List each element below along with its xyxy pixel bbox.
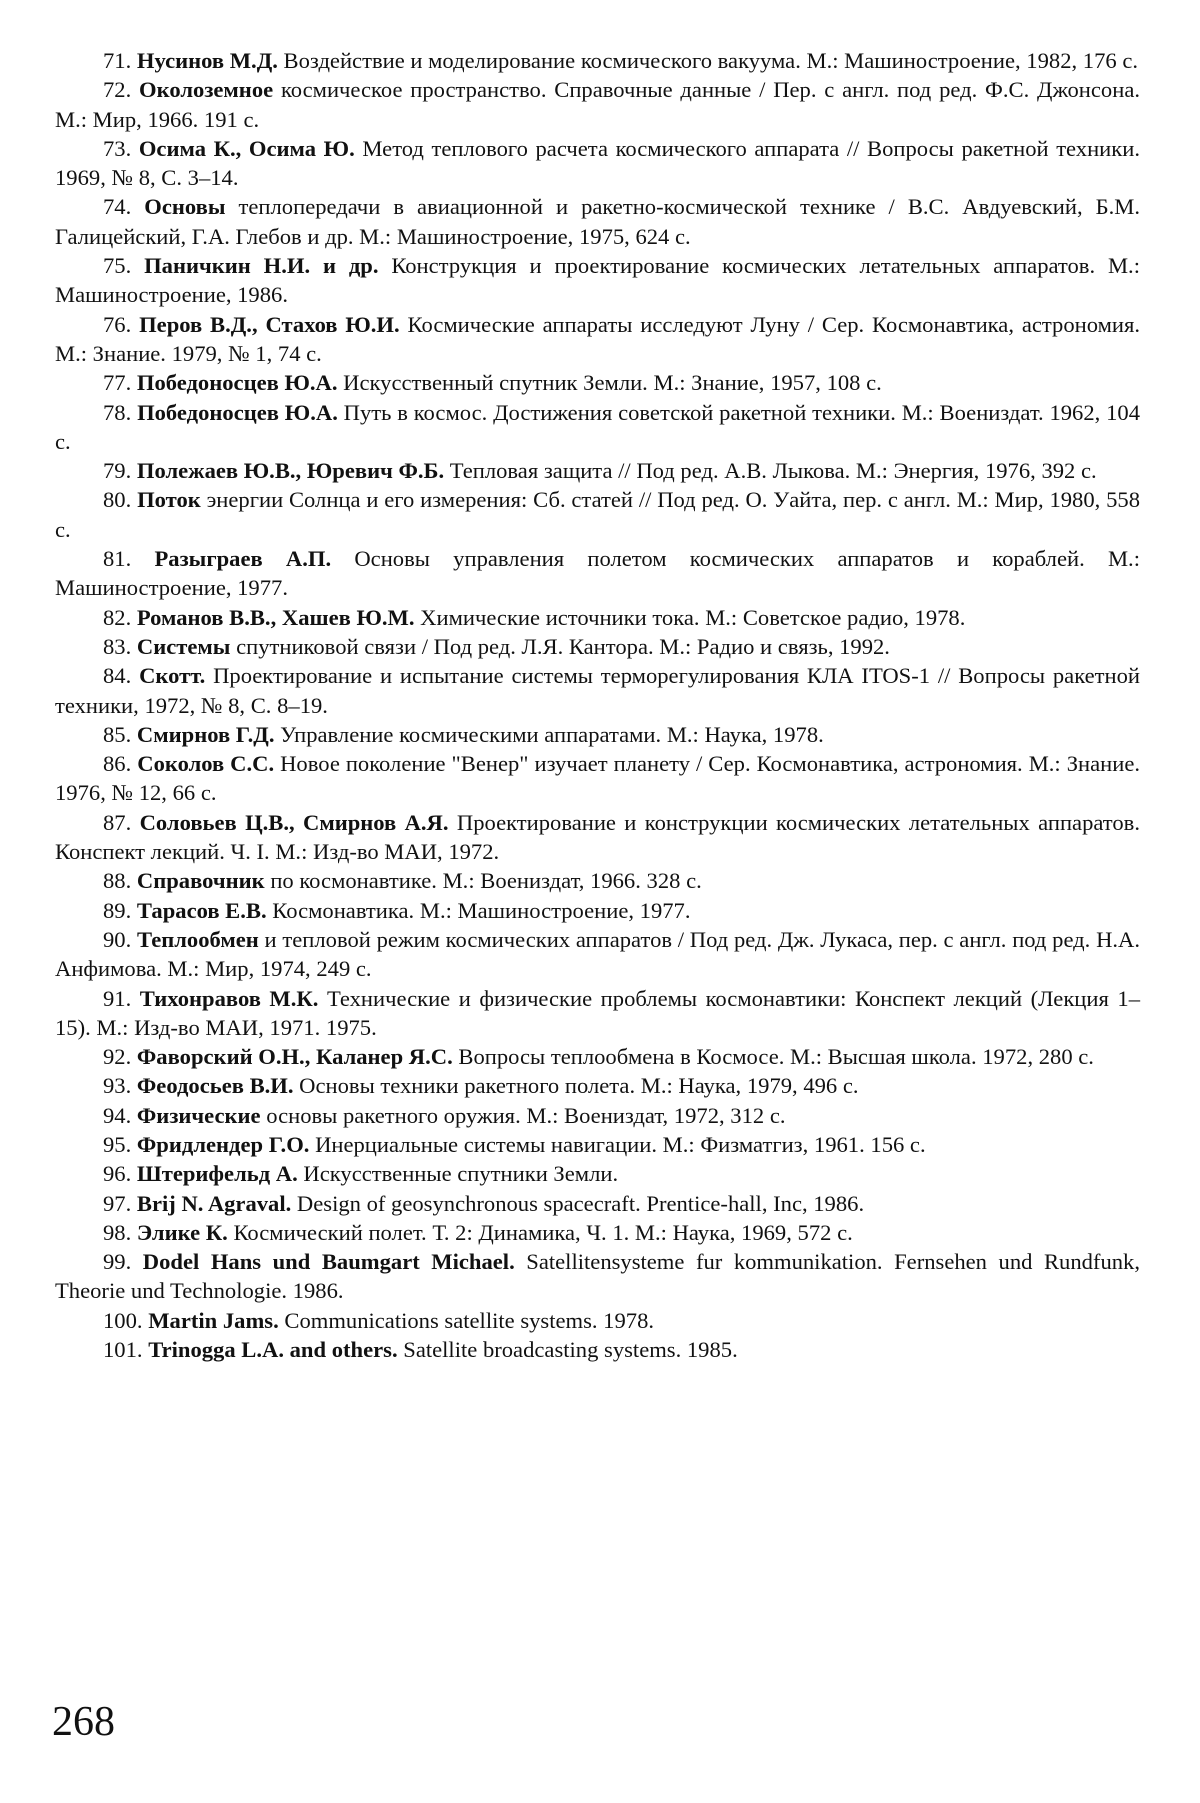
reference-text: Satellite broadcasting systems. 1985. <box>397 1337 738 1363</box>
reference-number: 91. <box>103 985 132 1011</box>
reference-text: Design of geosynchronous spacecraft. Prentice-hall, Inc, 1986. <box>291 1190 865 1216</box>
reference-author: Системы <box>136 633 231 659</box>
reference-item <box>55 749 1140 808</box>
reference-author: Физические <box>136 1102 261 1128</box>
reference-number: 95. <box>103 1131 132 1157</box>
reference-item <box>55 75 1140 134</box>
reference-number: 98. <box>103 1219 132 1245</box>
reference-number: 97. <box>103 1190 132 1216</box>
reference-number: 88. <box>103 868 132 894</box>
reference-text: основы ракетного оружия. М.: Воениздат, 1972, 312 с. <box>260 1102 786 1128</box>
reference-author: Поток <box>137 487 201 513</box>
reference-number: 73. <box>103 135 132 161</box>
reference-author: Перов В.Д., Стахов Ю.И. <box>139 311 400 337</box>
reference-number: 92. <box>103 1044 132 1070</box>
reference-text: Космонавтика. М.: Машиностроение, 1977. <box>266 897 691 923</box>
reference-item <box>55 368 1140 397</box>
reference-text: Инерциальные системы навигации. М.: Физматгиз, 1961. 156 с. <box>309 1131 926 1157</box>
reference-text: Основы управления полетом космических аппаратов и кораблей. М.: Машиностроение, 1977. <box>55 546 1140 601</box>
reference-text: Основы техники ракетного полета. М.: Наука, 1979, 496 с. <box>293 1073 859 1099</box>
reference-author: Элике К. <box>136 1219 228 1245</box>
reference-item <box>55 1042 1140 1071</box>
reference-number: 71. <box>103 48 132 73</box>
reference-text: Satellitensysteme fur kommunikation. Fernsehen und Rundfunk, Theorie und Technologie. 1986. <box>55 1249 1140 1304</box>
reference-text: Проектирование и конструкции космических летательных аппаратов. Конспект лекций. Ч. I. М.: Изд-во МАИ, 1972. <box>55 809 1140 865</box>
reference-list <box>55 46 1140 1364</box>
reference-number: 78. <box>103 399 132 425</box>
reference-text: Путь в космос. Достижения советской ракетной техники. М.: Воениздат. 1962, 104 с. <box>55 399 1140 454</box>
reference-author: Dodel Hans und Baumgart Michael. <box>142 1249 515 1275</box>
reference-item <box>55 46 1140 75</box>
reference-item <box>55 456 1140 485</box>
reference-item <box>55 632 1140 661</box>
reference-item <box>55 808 1140 867</box>
reference-author: Скотт. <box>139 663 206 689</box>
reference-author: Фридлендер Г.О. <box>136 1131 310 1157</box>
reference-item <box>55 134 1140 193</box>
reference-item <box>55 925 1140 984</box>
reference-item <box>55 485 1140 544</box>
reference-item <box>55 310 1140 369</box>
reference-author: Смирнов Г.Д. <box>136 721 275 747</box>
reference-text: Технические и физические проблемы космонавтики: Конспект лекций (Лекция 1–15). М.: Изд-во МАИ, 1971. 1975. <box>55 985 1140 1040</box>
reference-author: Фаворский О.Н., Каланер Я.С. <box>136 1044 453 1070</box>
reference-author: Теплообмен <box>137 926 259 952</box>
reference-item <box>55 1218 1140 1247</box>
reference-number: 84. <box>103 663 132 689</box>
reference-item <box>55 1335 1140 1364</box>
reference-author: Победоносцев Ю.А. <box>137 399 338 425</box>
reference-text: Новое поколение "Венер" изучает планету / Сер. Космонавтика, астрономия. М.: Знание. 1976, № 12, 66 с. <box>55 751 1140 806</box>
reference-number: 72. <box>103 77 132 103</box>
reference-number: 81. <box>103 546 132 572</box>
reference-item <box>55 984 1140 1043</box>
reference-author: Нусинов М.Д. <box>136 48 278 73</box>
reference-author: Основы <box>144 194 226 220</box>
reference-number: 80. <box>103 487 132 513</box>
reference-number: 85. <box>103 721 132 747</box>
reference-text: по космонавтике. М.: Воениздат, 1966. 328 с. <box>264 868 702 894</box>
reference-text: Космические аппараты исследуют Луну / Сер. Космонавтика, астрономия. М.: Знание. 1979, № 1, 74 с. <box>55 311 1141 366</box>
reference-item <box>55 1247 1140 1306</box>
reference-item <box>55 603 1140 632</box>
reference-number: 77. <box>103 370 132 396</box>
reference-number: 89. <box>103 897 132 923</box>
reference-number: 101. <box>103 1337 143 1363</box>
reference-author: Brij N. Agraval. <box>136 1190 292 1216</box>
page-number: 268 <box>52 1699 115 1745</box>
reference-item <box>55 1306 1140 1335</box>
reference-number: 90. <box>103 926 132 952</box>
reference-text: космическое пространство. Справочные данные / Пер. с англ. под ред. Ф.С. Джонсона. М.: Мир, 1966. 191 с. <box>55 77 1140 132</box>
reference-text: энергии Солнца и его измерения: Сб. статей // Под ред. О. Уайта, пер. с англ. М.: Мир, 1980, 558 с. <box>55 487 1141 542</box>
reference-text: Управление космическими аппаратами. М.: Наука, 1978. <box>274 721 824 747</box>
reference-number: 100. <box>103 1307 143 1333</box>
reference-item <box>55 661 1140 720</box>
reference-text: и тепловой режим космических аппаратов / Под ред. Дж. Лукаса, пер. с англ. под ред. Н.А. Анфимова. М.: Мир, 1974, 249 с. <box>55 926 1140 982</box>
reference-item <box>55 1189 1140 1218</box>
reference-text: Тепловая защита // Под ред. А.В. Лыкова. М.: Энергия, 1976, 392 с. <box>444 458 1097 484</box>
reference-text: Химические источники тока. М.: Советское радио, 1978. <box>414 604 966 630</box>
reference-text: Проектирование и испытание системы терморегулирования КЛА ITOS-1 // Вопросы ракетной техники, 1972, № 8, С. 8–19. <box>55 663 1140 718</box>
reference-number: 86. <box>103 751 132 777</box>
reference-item <box>55 398 1140 457</box>
reference-item <box>55 896 1140 925</box>
reference-text: Искусственные спутники Земли. <box>297 1161 619 1187</box>
reference-text: Вопросы теплообмена в Космосе. М.: Высшая школа. 1972, 280 с. <box>452 1044 1094 1070</box>
reference-author: Соловьев Ц.В., Смирнов А.Я. <box>139 809 449 835</box>
reference-text: Космический полет. Т. 2: Динамика, Ч. 1. М.: Наука, 1969, 572 с. <box>227 1219 853 1245</box>
reference-number: 82. <box>103 604 132 630</box>
reference-text: Communications satellite systems. 1978. <box>278 1307 655 1333</box>
reference-author: Trinogga L.A. and others. <box>148 1337 398 1363</box>
reference-item <box>55 192 1140 251</box>
reference-number: 74. <box>103 194 132 220</box>
reference-item <box>55 251 1140 310</box>
reference-text: Воздействие и моделирование космического вакуума. М.: Машиностроение, 1982, 176 с. <box>277 48 1139 73</box>
reference-author: Полежаев Ю.В., Юревич Ф.Б. <box>136 458 445 484</box>
reference-author: Романов В.В., Хашев Ю.М. <box>136 604 415 630</box>
reference-item <box>55 1101 1140 1130</box>
reference-text: Искусственный спутник Земли. М.: Знание, 1957, 108 с. <box>337 370 882 396</box>
reference-item <box>55 1130 1140 1159</box>
reference-number: 99. <box>103 1249 132 1275</box>
reference-number: 87. <box>103 809 132 835</box>
reference-number: 83. <box>103 633 132 659</box>
reference-author: Паничкин Н.И. и др. <box>144 253 379 279</box>
reference-item <box>55 1071 1140 1100</box>
reference-author: Разыграев А.П. <box>154 546 332 572</box>
reference-author: Штерифельд А. <box>136 1161 298 1187</box>
reference-author: Околоземное <box>139 77 274 103</box>
reference-number: 76. <box>103 311 132 337</box>
reference-author: Тихонравов М.К. <box>139 985 319 1011</box>
reference-text: Метод теплового расчета космического аппарата // Вопросы ракетной техники. 1969, № 8, С. 3–14. <box>55 135 1140 191</box>
reference-author: Соколов С.С. <box>137 751 275 777</box>
reference-item <box>55 1159 1140 1188</box>
reference-author: Справочник <box>136 868 265 894</box>
reference-number: 96. <box>103 1161 132 1187</box>
reference-text: Конструкция и проектирование космических летательных аппаратов. М.: Машиностроение, 1986. <box>55 253 1140 308</box>
reference-number: 75. <box>103 253 132 279</box>
reference-text: спутниковой связи / Под ред. Л.Я. Кантора. М.: Радио и связь, 1992. <box>230 633 890 659</box>
reference-author: Martin Jams. <box>148 1307 279 1333</box>
reference-number: 79. <box>103 458 132 484</box>
reference-author: Тарасов Е.В. <box>136 897 267 923</box>
reference-item <box>55 544 1140 603</box>
reference-item <box>55 866 1140 895</box>
reference-item <box>55 720 1140 749</box>
reference-author: Осима К., Осима Ю. <box>138 135 355 161</box>
reference-number: 94. <box>103 1102 132 1128</box>
reference-author: Феодосьев В.И. <box>136 1073 294 1099</box>
reference-author: Победоносцев Ю.А. <box>136 370 338 396</box>
reference-number: 93. <box>103 1073 132 1099</box>
reference-text: теплопередачи в авиационной и ракетно-космической технике / В.С. Авдуевский, Б.М. Галицейский, Г.А. Глебов и др. М.: Машиностроение, 1975, 624 с. <box>55 194 1141 249</box>
